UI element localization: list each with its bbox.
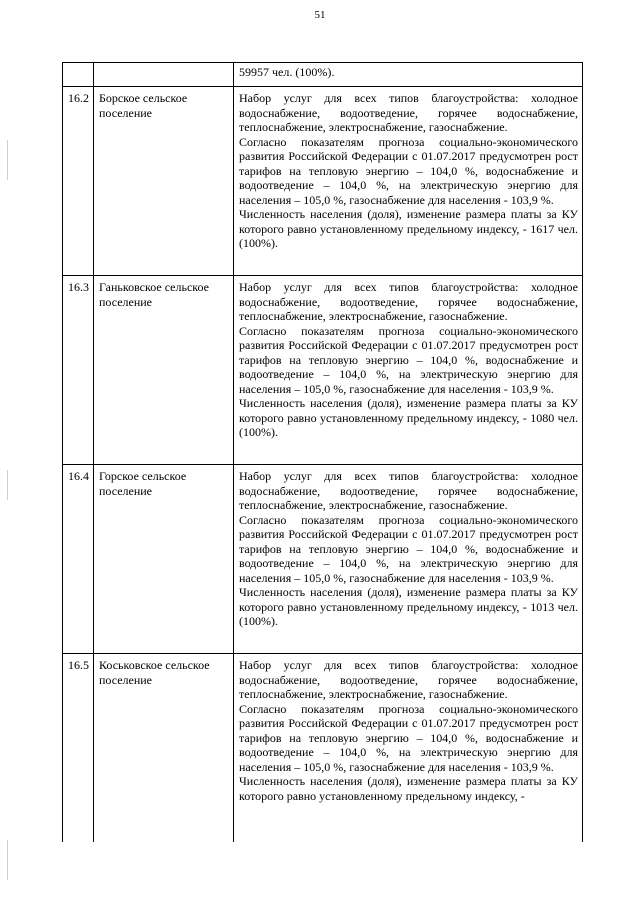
page-number: 51 xyxy=(314,9,326,21)
population-paragraph: 59957 чел. (100%). xyxy=(239,65,335,79)
table-row xyxy=(63,654,583,843)
scan-margin-mark xyxy=(7,140,8,180)
settlement-name xyxy=(94,63,234,87)
scan-margin-mark xyxy=(7,470,8,500)
row-number xyxy=(63,63,94,87)
table-row xyxy=(63,63,583,87)
row-description xyxy=(234,87,583,276)
row-number: 16.4 xyxy=(63,465,94,654)
row-number: 16.5 xyxy=(63,654,94,843)
row-description xyxy=(234,465,583,654)
services-paragraph: Набор услуг для всех типов благоустройства: холодное водоснабжение, водоотведение, горячее водоснабжение, теплоснабжение, электроснабжение, газоснабжение. xyxy=(239,469,578,512)
settlement-name: Горское сельское поселение xyxy=(94,465,234,654)
settlement-name: Борское сельское поселение xyxy=(94,87,234,276)
population-paragraph: Численность населения (доля), изменение размера платы за КУ которого равно установленному предельному индексу, - 1013 чел. (100%). xyxy=(239,585,578,628)
settlement-name: Ганьковское сельское поселение xyxy=(94,276,234,465)
tariff-table xyxy=(62,62,583,842)
row-description xyxy=(234,654,583,843)
population-paragraph: Численность населения (доля), изменение размера платы за КУ которого равно установленному предельному индексу, - 1617 чел. (100%). xyxy=(239,207,578,250)
services-paragraph: Набор услуг для всех типов благоустройства: холодное водоснабжение, водоотведение, горячее водоснабжение, теплоснабжение, электроснабжение, газоснабжение. xyxy=(239,91,578,134)
forecast-paragraph: Согласно показателям прогноза социально-экономического развития Российской Федерации с 01.07.2017 предусмотрен рост тарифов на тепловую энергию – 104,0 %, водоснабжение и водоотведение – 104,0 %, на электрическую энергию для населения – 105,0 %, газоснабжение для населения - 103,9 %. xyxy=(239,701,578,774)
forecast-paragraph: Согласно показателям прогноза социально-экономического развития Российской Федерации с 01.07.2017 предусмотрен рост тарифов на тепловую энергию – 104,0 %, водоснабжение и водоотведение – 104,0 %, на электрическую энергию для населения – 105,0 %, газоснабжение для населения - 103,9 %. xyxy=(239,134,578,207)
row-number: 16.3 xyxy=(63,276,94,465)
table-row xyxy=(63,465,583,654)
scan-margin-mark xyxy=(7,840,8,880)
forecast-paragraph: Согласно показателям прогноза социально-экономического развития Российской Федерации с 01.07.2017 предусмотрен рост тарифов на тепловую энергию – 104,0 %, водоснабжение и водоотведение – 104,0 %, на электрическую энергию для населения – 105,0 %, газоснабжение для населения - 103,9 %. xyxy=(239,323,578,396)
row-number: 16.2 xyxy=(63,87,94,276)
services-paragraph: Набор услуг для всех типов благоустройства: холодное водоснабжение, водоотведение, горячее водоснабжение, теплоснабжение, электроснабжение, газоснабжение. xyxy=(239,658,578,701)
population-paragraph: Численность населения (доля), изменение размера платы за КУ которого равно установленному предельному индексу, - xyxy=(239,774,578,803)
row-description xyxy=(234,276,583,465)
table-row xyxy=(63,87,583,276)
row-description xyxy=(234,63,583,87)
table-row xyxy=(63,276,583,465)
services-paragraph: Набор услуг для всех типов благоустройства: холодное водоснабжение, водоотведение, горячее водоснабжение, теплоснабжение, электроснабжение, газоснабжение. xyxy=(239,280,578,323)
forecast-paragraph: Согласно показателям прогноза социально-экономического развития Российской Федерации с 01.07.2017 предусмотрен рост тарифов на тепловую энергию – 104,0 %, водоснабжение и водоотведение – 104,0 %, на электрическую энергию для населения – 105,0 %, газоснабжение для населения - 103,9 %. xyxy=(239,512,578,585)
population-paragraph: Численность населения (доля), изменение размера платы за КУ которого равно установленному предельному индексу, - 1080 чел. (100%). xyxy=(239,396,578,439)
settlement-name: Коськовское сельское поселение xyxy=(94,654,234,843)
